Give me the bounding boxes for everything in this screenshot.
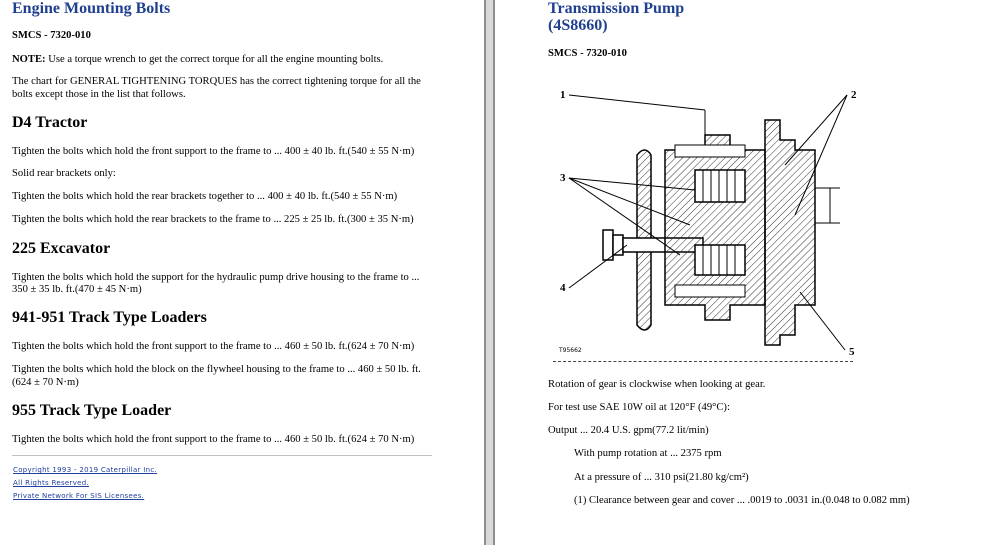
right-document-page: [495, 0, 1008, 545]
private-network-link[interactable]: Private Network For SIS Licensees.: [13, 492, 145, 500]
page-divider-scrollbar: [484, 0, 495, 545]
intro-line-1: The chart for GENERAL TIGHTENING TORQUES has the correct tightening torque for all the: [12, 76, 421, 87]
section-line: Tighten the bolts which hold the rear brackets together to ... 400 ± 40 lb. ft.(540 ± 55 N·m): [12, 191, 398, 202]
pump-cover-shape: [765, 120, 815, 345]
left-document-page: [0, 0, 484, 545]
right-smcs-code: SMCS - 7320-010: [548, 48, 627, 59]
intro-line-2: bolts except those in the list that follows.: [12, 89, 186, 100]
note-paragraph: [12, 53, 383, 66]
transmission-pump-diagram: [555, 80, 875, 365]
footer-divider: [12, 455, 432, 456]
test-oil-spec: For test use SAE 10W oil at 120°F (49°C):: [548, 402, 730, 413]
engine-mounting-bolts-title: Engine Mounting Bolts: [12, 0, 171, 17]
section-heading-d4-tractor: D4 Tractor: [12, 114, 88, 131]
output-spec: Output ... 20.4 U.S. gpm(77.2 lit/min): [548, 425, 709, 436]
transmission-pump-title: Transmission Pump: [548, 0, 685, 17]
copyright-link[interactable]: Copyright 1993 - 2019 Caterpillar Inc.: [13, 466, 158, 474]
section-line: Tighten the bolts which hold the front support to the frame to ... 400 ± 40 lb. ft.(540 ± 55 N·m): [12, 146, 415, 157]
callout-4: 4: [560, 282, 566, 294]
pressure-spec: At a pressure of ... 310 psi(21.80 kg/cm²): [574, 472, 749, 483]
rotation-speed-spec: With pump rotation at ... 2375 rpm: [574, 448, 722, 459]
section-line: Tighten the bolts which hold the front support to the frame to ... 460 ± 50 lb. ft.(624 ± 70 N·m): [12, 341, 415, 352]
left-smcs-code: SMCS - 7320-010: [12, 30, 91, 41]
diagram-id-label: T95662: [559, 347, 582, 354]
callout-3: 3: [560, 172, 566, 184]
note-label: NOTE:: [12, 54, 46, 65]
section-line: Tighten the bolts which hold the front support to the frame to ... 460 ± 50 lb. ft.(624 ± 70 N·m): [12, 434, 415, 445]
section-line: Tighten the bolts which hold the support for the hydraulic pump drive housing to the frame to ...: [12, 272, 420, 283]
top-bolt-shape: [675, 145, 745, 157]
callout-2: 2: [851, 89, 857, 101]
section-line: 350 ± 35 lb. ft.(470 ± 45 N·m): [12, 284, 142, 295]
shaft-nut-shape: [603, 230, 613, 260]
rotation-note: Rotation of gear is clockwise when looking at gear.: [548, 379, 766, 390]
section-line: Tighten the bolts which hold the rear brackets to the frame to ... 225 ± 25 lb. ft.(300 ± 35 N·m): [12, 214, 414, 225]
note-text: Use a torque wrench to get the correct torque for all the engine mounting bolts.: [48, 54, 384, 65]
clearance-spec: (1) Clearance between gear and cover ... .0019 to .0031 in.(0.048 to 0.082 mm): [574, 495, 910, 506]
section-heading-955-loader: 955 Track Type Loader: [12, 402, 172, 419]
section-line: Solid rear brackets only:: [12, 168, 116, 179]
callout-5: 5: [849, 346, 855, 358]
bottom-bolt-shape: [675, 285, 745, 297]
section-line: Tighten the bolts which hold the block on the flywheel housing to the frame to ... 460 ± 50 lb. ft.: [12, 364, 421, 375]
part-number-title: (4S8660): [548, 17, 608, 34]
section-heading-225-excavator: 225 Excavator: [12, 240, 111, 257]
diagram-dashed-rule: [553, 361, 853, 362]
section-line: (624 ± 70 N·m): [12, 377, 79, 388]
callout-1: 1: [560, 89, 566, 101]
section-heading-941-951-loaders: 941-951 Track Type Loaders: [12, 309, 207, 326]
rights-link[interactable]: All Rights Reserved.: [13, 479, 90, 487]
